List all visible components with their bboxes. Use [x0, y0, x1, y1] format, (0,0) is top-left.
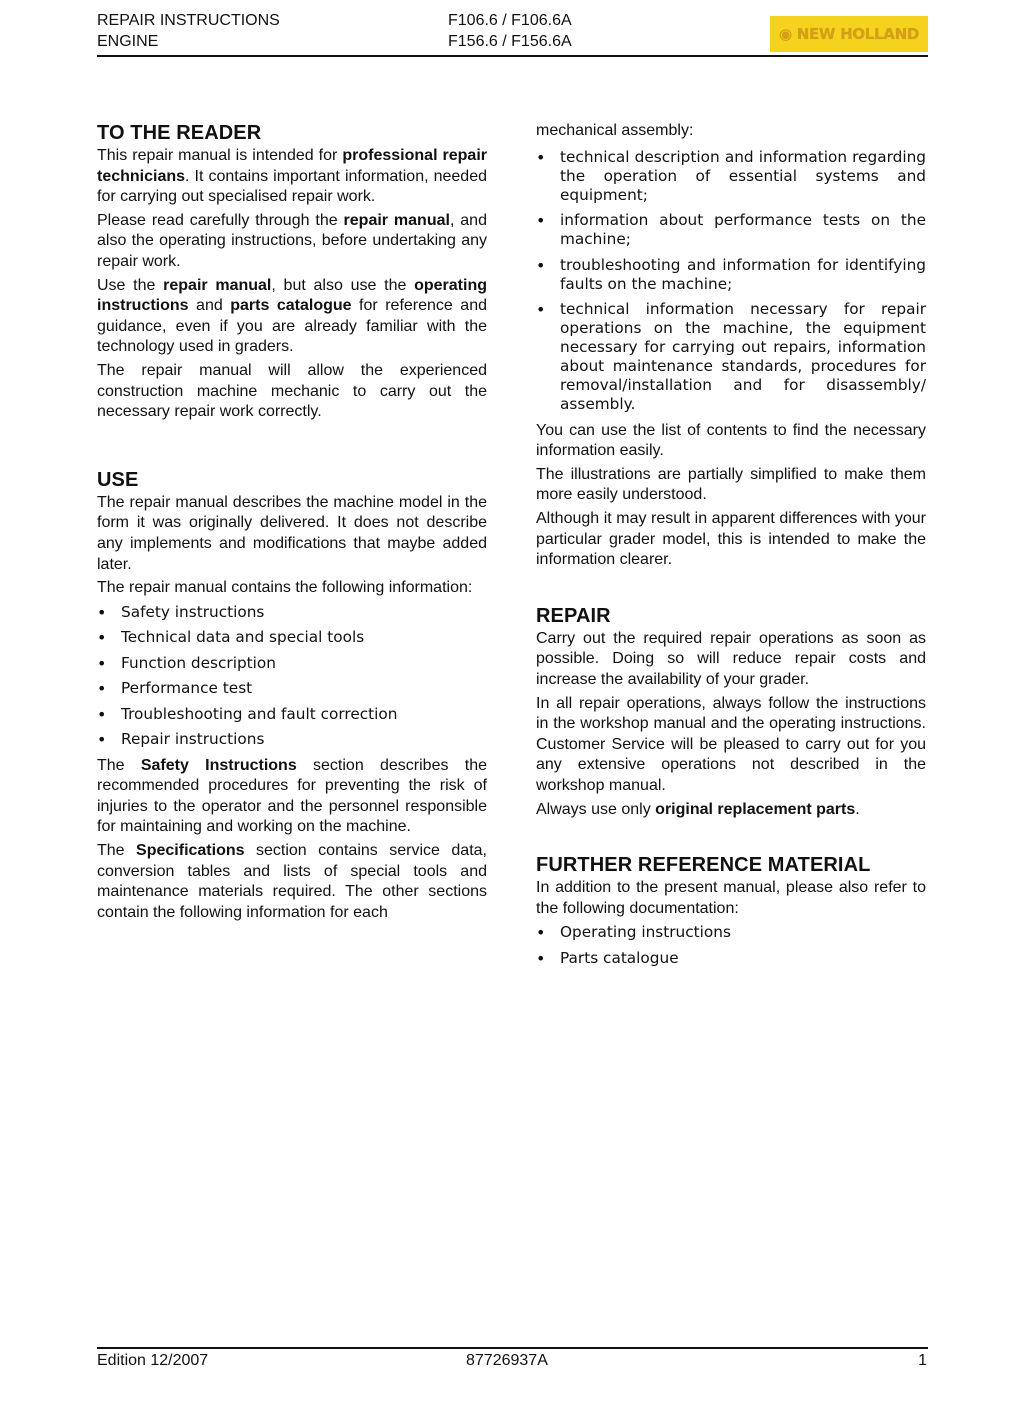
footer-doc-number: 87726937A — [466, 1352, 548, 1369]
continued-paragraph-1: You can use the list of contents to find the necessary information easily. — [536, 421, 926, 460]
bullet-icon: • — [536, 147, 546, 167]
assembly-info-list — [536, 148, 926, 415]
continued-paragraph-3: Although it may result in apparent differences with your particular grader model, this is intended to make the information clearer. — [536, 509, 926, 569]
section-title-use: USE — [97, 468, 139, 491]
header-models — [448, 10, 572, 52]
bullet-icon: • — [97, 704, 107, 724]
repair-paragraph-1: Carry out the required repair operations as soon as possible. Doing so will reduce repair costs and increase the availability of your grader. — [536, 629, 926, 688]
header-left — [97, 10, 280, 52]
bullet-icon: • — [97, 602, 107, 622]
list-item: • technical information necessary for repair operations on the machine, the equipment necessary for carrying out repairs, information about maintenance standards, procedures for removal/installation and for disassembly/ assembly. — [536, 300, 926, 414]
continued-paragraph-2: The illustrations are partially simplified to make them more easily understood. — [536, 465, 926, 504]
use-paragraph-4: The Specifications section contains service data, conversion tables and lists of special tools and maintenance materials required. The other sections contain the following information for each — [97, 842, 487, 921]
header-model-line1: F106.6 / F106.6A — [448, 12, 572, 29]
reader-paragraph-1: This repair manual is intended for professional repair technicians. It contains important information, needed for carrying out specialised repair work. — [97, 147, 487, 206]
list-item: • technical description and information regarding the operation of essential systems and equipment; — [536, 147, 926, 204]
reader-paragraph-2: Please read carefully through the repair manual, and also the operating instructions, before undertaking any repair work. — [97, 211, 487, 270]
header-rule — [97, 55, 928, 57]
header-model-line2: F156.6 / F156.6A — [448, 33, 572, 50]
continued-intro: mechanical assembly: — [536, 122, 694, 139]
page-number: 1 — [918, 1352, 927, 1369]
use-info-list — [97, 603, 487, 750]
bullet-icon: • — [536, 948, 546, 968]
further-doc-list — [536, 923, 926, 968]
reader-paragraph-3: Use the repair manual, but also use the operating instructions and parts catalogue for reference and guidance, even if you are already familiar with the technology used in graders. — [97, 276, 487, 356]
list-item: • Troubleshooting and fault correction — [97, 704, 398, 724]
list-item: • Operating instructions — [536, 923, 731, 943]
bullet-icon: • — [536, 211, 546, 231]
logo-text: ◉ NEW HOLLAND — [778, 25, 920, 43]
list-item: • Function description — [97, 653, 276, 673]
bullet-icon: • — [536, 300, 546, 320]
use-paragraph-3: The Safety Instructions section describes the recommended procedures for preventing the risk of injuries to the operator and the personnel responsible for maintaining and working on the machine. — [97, 756, 488, 836]
bullet-icon: • — [97, 653, 107, 673]
list-item: • Safety instructions — [97, 602, 265, 622]
repair-paragraph-2: In all repair operations, always follow the instructions in the workshop manual and the operating instructions. Customer Service will be pleased to carry out for you any extensive operations not described in the workshop manual. — [536, 694, 926, 794]
list-item: • Parts catalogue — [536, 948, 679, 968]
list-item: • Repair instructions — [97, 730, 265, 750]
use-paragraph-1: The repair manual describes the machine model in the form it was originally delivered. It does not describe any implements and modifications that maybe added later. — [97, 493, 487, 573]
reader-paragraph-4: The repair manual will allow the experienced construction machine mechanic to carry out the necessary repair work correctly. — [97, 361, 487, 421]
header-title: REPAIR INSTRUCTIONS — [97, 12, 280, 29]
bullet-icon: • — [97, 628, 107, 648]
bullet-icon: • — [97, 679, 107, 699]
left-column — [97, 121, 487, 926]
bullet-icon: • — [536, 923, 546, 943]
bullet-icon: • — [97, 730, 107, 750]
right-column — [536, 121, 926, 974]
new-holland-logo — [770, 16, 928, 52]
footer-edition: Edition 12/2007 — [97, 1352, 209, 1369]
use-paragraph-2: The repair manual contains the following information: — [97, 579, 473, 597]
bullet-icon: • — [536, 255, 546, 275]
list-item: • troubleshooting and information for identifying faults on the machine; — [536, 255, 926, 293]
list-item: • Performance test — [97, 679, 253, 699]
list-item: • information about performance tests on the machine; — [536, 211, 926, 249]
section-title-further-reference: FURTHER REFERENCE MATERIAL — [536, 854, 871, 877]
header-subtitle: ENGINE — [97, 33, 159, 50]
list-item: • Technical data and special tools — [97, 628, 365, 648]
section-title-repair: REPAIR — [536, 604, 611, 627]
section-title-to-the-reader: TO THE READER — [97, 122, 262, 144]
footer-rule — [97, 1347, 928, 1349]
repair-paragraph-3: Always use only original replacement parts. — [536, 800, 860, 818]
further-paragraph-1: In addition to the present manual, please also refer to the following documentation: — [536, 879, 926, 917]
